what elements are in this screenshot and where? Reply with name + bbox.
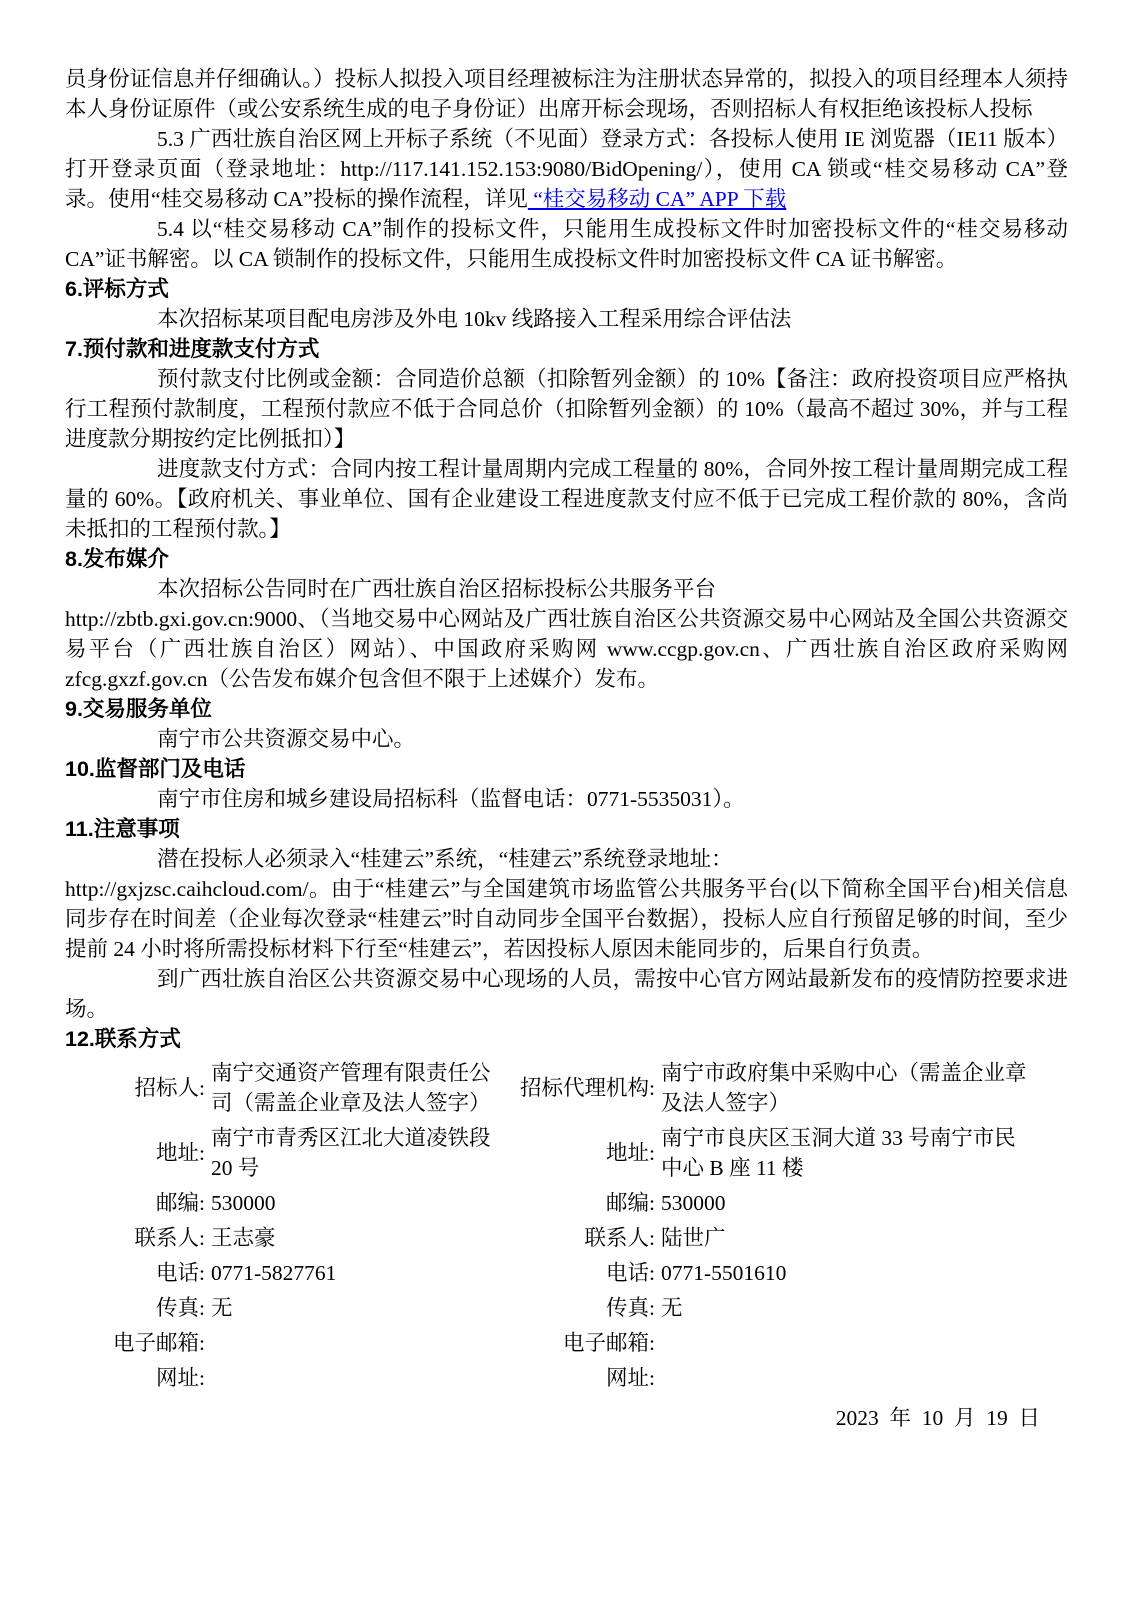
tenderer-label: 招标人: xyxy=(134,1076,205,1100)
agency-website-label: 网址: xyxy=(606,1366,655,1390)
app-download-link[interactable]: “桂交易移动 CA” APP 下载 xyxy=(527,187,787,211)
heading-7-payment-method: 7.预付款和进度款支付方式 xyxy=(65,337,320,361)
agency-postcode-value: 530000 xyxy=(661,1191,726,1215)
tenderer-postcode-value: 530000 xyxy=(211,1191,276,1215)
tenderer-phone-value: 0771-5827761 xyxy=(211,1261,337,1285)
document-date: 2023 年 10 月 19 日 xyxy=(835,1406,1040,1430)
para-7-progress-payment: 进度款支付方式：合同内按工程计量周期内完成工程量的 80%，合同外按工程计量周期完成工程量的 60%。【政府机关、事业单位、国有企业建设工程进度款支付应不低于已完成工程价款的 80%，含尚未抵扣的工程预付款。】 xyxy=(65,457,1068,541)
agency-postcode-label: 邮编: xyxy=(606,1191,655,1215)
agency-website-value xyxy=(655,1363,1035,1393)
agency-fax-label: 传真: xyxy=(606,1296,655,1320)
heading-6-evaluation-method: 6.评标方式 xyxy=(65,277,169,301)
agency-address-label: 地址: xyxy=(606,1141,655,1165)
tenderer-address-label: 地址: xyxy=(156,1141,205,1165)
heading-9-trade-service-unit: 9.交易服务单位 xyxy=(65,697,212,721)
agency-contact-value: 陆世广 xyxy=(661,1226,726,1250)
tenderer-phone-label: 电话: xyxy=(156,1261,205,1285)
para-8-media-list: http://zbtb.gxi.gov.cn:9000、（当地交易中心网站及广西壮族自治区公共资源交易中心网站及全国公共资源交易平台（广西壮族自治区）网站）、中国政府采购网 www.ccgp.gov.cn、广西壮族自治区政府采购网 zfcg.gxzf.gov.cn（公告发布媒介包含但不限于上述媒介）发布。 xyxy=(65,607,1068,691)
tenderer-contact-value: 王志豪 xyxy=(211,1226,276,1250)
tenderer-website-label: 网址: xyxy=(156,1366,205,1390)
agency-phone-label: 电话: xyxy=(606,1261,655,1285)
para-8-intro: 本次招标公告同时在广西壮族自治区招标投标公共服务平台 xyxy=(157,577,717,601)
para-5-3-text: 5.3 广西壮族自治区网上开标子系统（不见面）登录方式：各投标人使用 IE 浏览器（IE11 版本）打开登录页面（登录地址：http://117.141.152.153:9080/BidOpening/），使用 CA 锁或“桂交易移动 CA”登录。使用“桂交易移动 CA”投标的操作流程，详见 xyxy=(65,127,1068,211)
para-11-guijianyun: http://gxjzsc.caihcloud.com/。由于“桂建云”与全国建筑市场监管公共服务平台(以下简称全国平台)相关信息同步存在时间差（企业每次登录“桂建云”时自动同步全国平台数据），投标人应自行预留足够的时间，至少提前 24 小时将所需投标材料下行至“桂建云”，若因投标人原因未能同步的，后果自行负责。 xyxy=(65,877,1068,961)
agency-address-value: 南宁市良庆区玉洞大道 33 号南宁市民中心 B 座 11 楼 xyxy=(661,1126,1016,1180)
tenderer-postcode-label: 邮编: xyxy=(156,1191,205,1215)
contact-table xyxy=(65,1058,1068,1393)
agency-label: 招标代理机构: xyxy=(520,1076,655,1100)
heading-8-publish-media: 8.发布媒介 xyxy=(65,547,169,571)
para-7-prepayment: 预付款支付比例或金额：合同造价总额（扣除暂列金额）的 10%【备注：政府投资项目应严格执行工程预付款制度，工程预付款应不低于合同总价（扣除暂列金额）的 10%（最高不超过 30%，并与工程进度款分期按约定比例抵扣）】 xyxy=(65,367,1068,451)
tenderer-email-value xyxy=(205,1328,505,1358)
para-9: 南宁市公共资源交易中心。 xyxy=(157,727,416,751)
para-5-4: 5.4 以“桂交易移动 CA”制作的投标文件，只能用生成投标文件时加密投标文件的“桂交易移动 CA”证书解密。以 CA 锁制作的投标文件，只能用生成投标文件时加密投标文件 CA 证书解密。 xyxy=(65,217,1068,271)
heading-11-notes: 11.注意事项 xyxy=(65,817,180,841)
agency-fax-value: 无 xyxy=(661,1296,683,1320)
agency-email-value xyxy=(655,1328,1035,1358)
para-6: 本次招标某项目配电房涉及外电 10kv 线路接入工程采用综合评估法 xyxy=(157,307,792,331)
para-continuation: 员身份证信息并仔细确认。）投标人拟投入项目经理被标注为注册状态异常的，拟投入的项目经理本人须持本人身份证原件（或公安系统生成的电子身份证）出席开标会现场，否则招标人有权拒绝该投标人投标 xyxy=(65,67,1068,121)
heading-10-supervision-dept: 10.监督部门及电话 xyxy=(65,757,246,781)
para-5-3 xyxy=(65,124,1068,214)
para-11-intro: 潜在投标人必须录入“桂建云”系统，“桂建云”系统登录地址： xyxy=(157,847,733,871)
agency-value: 南宁市政府集中采购中心（需盖企业章及法人签字） xyxy=(661,1061,1027,1115)
tenderer-fax-label: 传真: xyxy=(156,1296,205,1320)
para-10: 南宁市住房和城乡建设局招标科（监督电话：0771-5535031）。 xyxy=(157,787,745,811)
tenderer-website-value xyxy=(205,1363,505,1393)
agency-contact-label: 联系人: xyxy=(584,1226,655,1250)
tenderer-email-label: 电子邮箱: xyxy=(113,1331,205,1355)
tenderer-contact-label: 联系人: xyxy=(134,1226,205,1250)
agency-email-label: 电子邮箱: xyxy=(563,1331,655,1355)
tenderer-value: 南宁交通资产管理有限责任公司（需盖企业章及法人签字） xyxy=(211,1061,491,1115)
heading-12-contact: 12.联系方式 xyxy=(65,1027,181,1051)
para-11-epidemic: 到广西壮族自治区公共资源交易中心现场的人员，需按中心官方网站最新发布的疫情防控要求进场。 xyxy=(65,967,1068,1021)
tenderer-fax-value: 无 xyxy=(211,1296,233,1320)
agency-phone-value: 0771-5501610 xyxy=(661,1261,787,1285)
tenderer-address-value: 南宁市青秀区江北大道凌铁段 20 号 xyxy=(211,1126,491,1180)
